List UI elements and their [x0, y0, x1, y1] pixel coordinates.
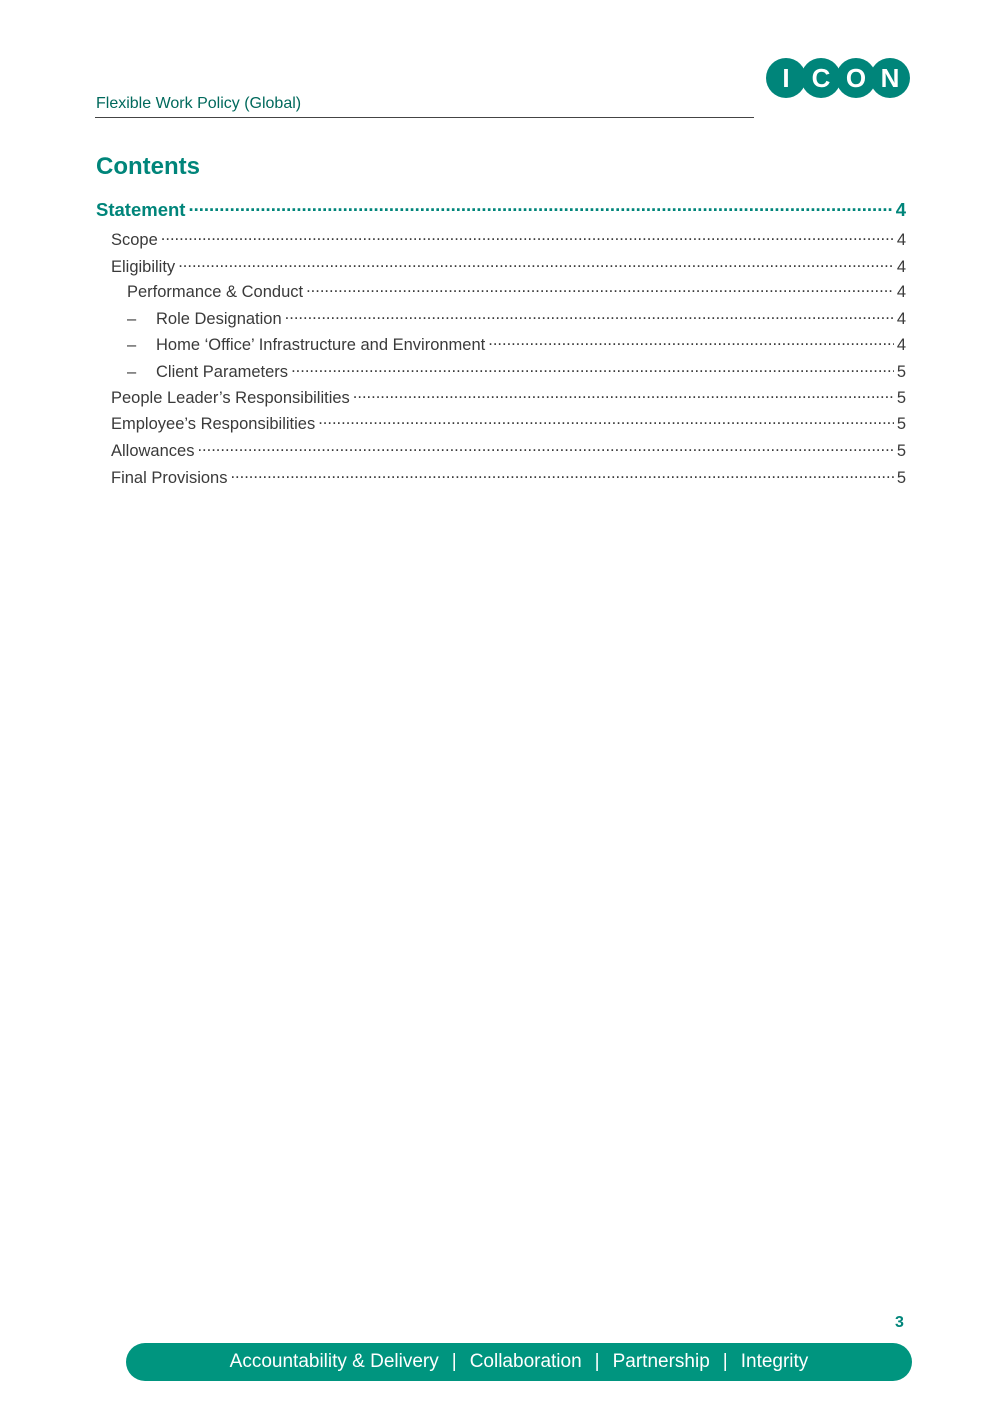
toc-page-number: 4: [895, 198, 906, 220]
logo-letter-o: O: [836, 58, 876, 98]
toc-entry-allowances[interactable]: [111, 439, 906, 461]
toc-dot-leader: [306, 280, 894, 297]
footer-value-accountability: Accountability & Delivery: [229, 1351, 439, 1372]
toc-entry-label: People Leader’s Responsibilities: [111, 388, 350, 407]
toc-dash: –: [127, 335, 137, 354]
toc-dash: –: [127, 362, 137, 381]
toc-page-number: 4: [896, 257, 906, 276]
toc-dot-leader: [188, 197, 892, 216]
toc-dot-leader: [353, 386, 894, 403]
toc-page-number: 5: [896, 441, 906, 460]
toc-entry-home-office[interactable]: [127, 333, 906, 355]
page-number: 3: [895, 1314, 904, 1331]
icon-logo: [766, 58, 910, 98]
toc-entry-people-leader[interactable]: [111, 386, 906, 408]
toc-entry-label: Allowances: [111, 441, 195, 460]
footer-value-integrity: Integrity: [740, 1351, 809, 1372]
toc-entry-label: Client Parameters: [156, 362, 289, 381]
toc-dot-leader: [318, 412, 894, 429]
logo-letter-c: C: [801, 58, 841, 98]
toc-entry-label: Performance & Conduct: [127, 282, 304, 301]
toc-entry-eligibility[interactable]: [111, 255, 906, 277]
toc-entry-client-parameters[interactable]: [127, 360, 906, 382]
footer-values-band: [126, 1343, 912, 1381]
toc-page-number: 5: [896, 414, 906, 433]
toc-entry-performance-conduct[interactable]: [127, 280, 906, 302]
toc-page-number: 4: [896, 230, 906, 249]
toc-page-number: 5: [896, 362, 906, 381]
toc-page-number: 5: [896, 468, 906, 487]
toc-dot-leader: [291, 360, 894, 377]
toc-dot-leader: [161, 228, 894, 245]
toc-entry-label: Home ‘Office’ Infrastructure and Environment: [156, 335, 486, 354]
toc-entry-employee[interactable]: [111, 412, 906, 434]
toc-entry-role-designation[interactable]: [127, 307, 906, 329]
document-title: Flexible Work Policy (Global): [96, 95, 302, 112]
toc-entry-final-provisions[interactable]: [111, 466, 906, 488]
toc-entry-label: Statement: [96, 198, 186, 220]
toc-page-number: 5: [896, 388, 906, 407]
contents-heading: Contents: [96, 153, 200, 180]
toc-dot-leader: [488, 333, 894, 350]
header-divider: [95, 117, 754, 118]
toc-page-number: 4: [896, 335, 906, 354]
toc-entry-label: Final Provisions: [111, 468, 228, 487]
toc-entry-scope[interactable]: [111, 228, 906, 250]
toc-entry-label: Scope: [111, 230, 158, 249]
toc-page-number: 4: [896, 309, 906, 328]
toc-dash: –: [127, 309, 137, 328]
toc-dot-leader: [285, 307, 894, 324]
toc-entry-label: Eligibility: [111, 257, 176, 276]
logo-letter-i: I: [766, 58, 806, 98]
toc-entry-label: Role Designation: [156, 309, 282, 328]
toc-dot-leader: [178, 255, 894, 272]
footer-separator: |: [594, 1351, 600, 1372]
toc-dot-leader: [230, 466, 893, 483]
toc-entry-statement[interactable]: [96, 197, 906, 221]
logo-letter-n: N: [870, 58, 910, 98]
toc-entry-label: Employee’s Responsibilities: [111, 414, 316, 433]
toc-dot-leader: [197, 439, 893, 456]
toc-page-number: 4: [896, 282, 906, 301]
footer-separator: |: [451, 1351, 457, 1372]
footer-separator: |: [722, 1351, 728, 1372]
footer-value-partnership: Partnership: [612, 1351, 710, 1372]
footer-value-collaboration: Collaboration: [469, 1351, 582, 1372]
